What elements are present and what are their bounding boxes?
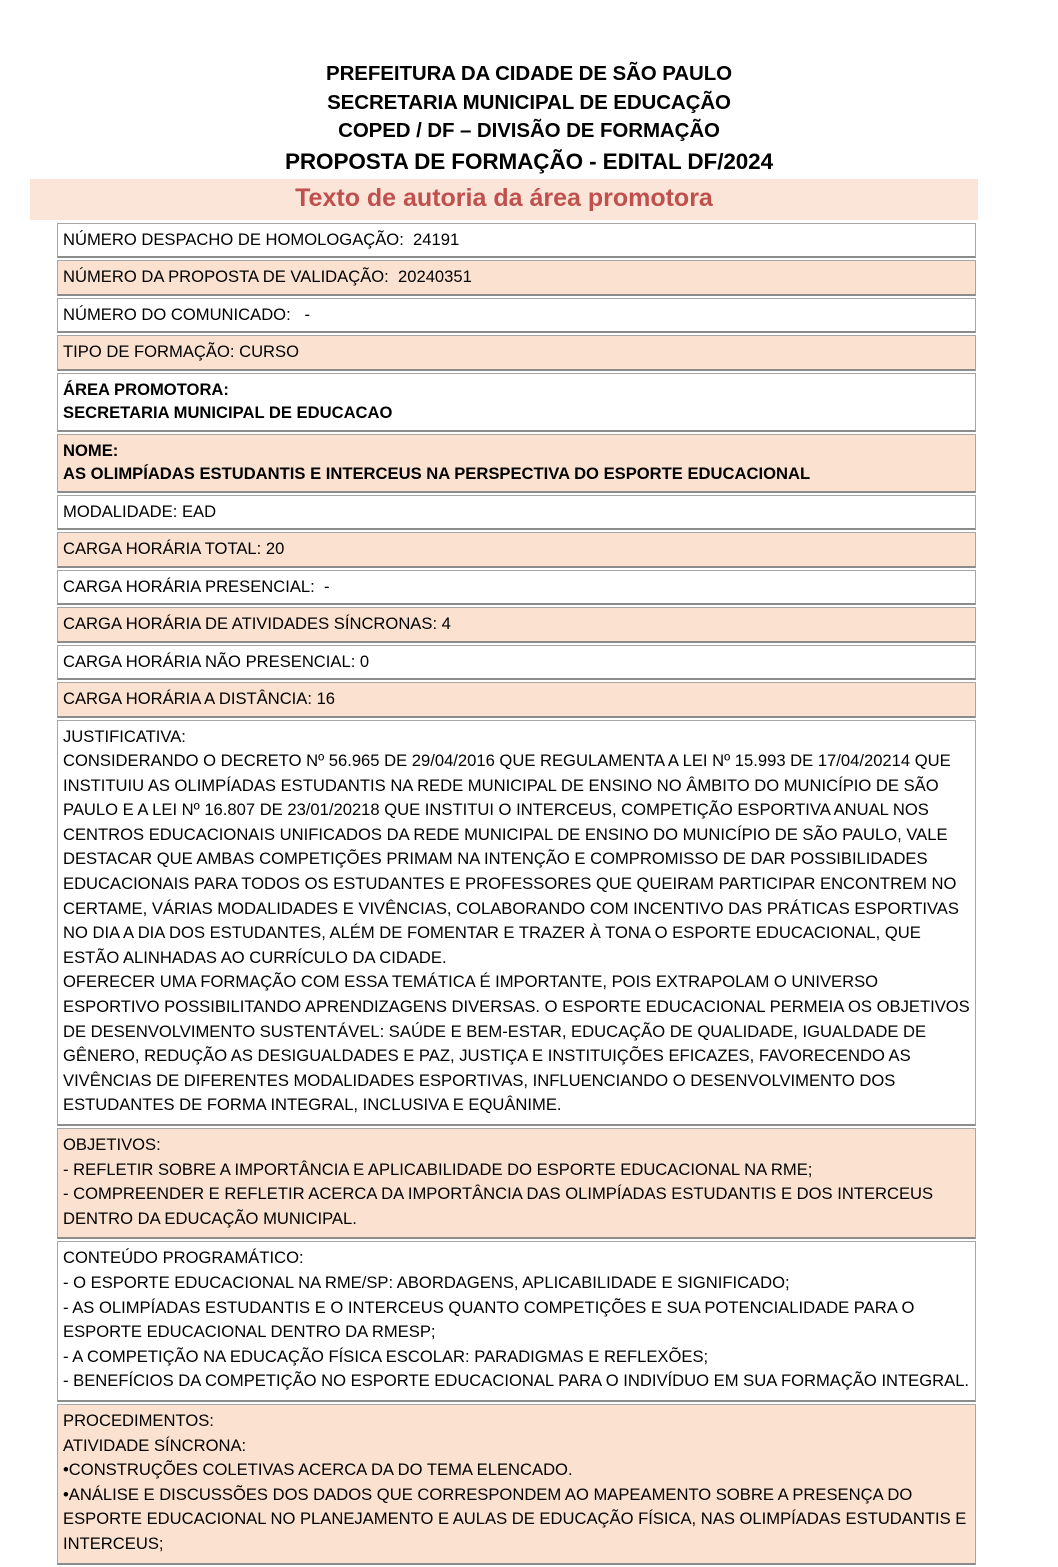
form-row-carga-horaria-nao-presencial	[57, 645, 976, 681]
form-row-justificativa-line: CONSIDERANDO O DECRETO Nº 56.965 DE 29/04/2016 QUE REGULAMENTA A LEI Nº 15.993 DE 17/04/20214 QUE INSTITUIU AS OLIMPÍADAS ESTUDANTIS NA REDE MUNICIPAL DE ENSINO NO ÂMBITO DO MUNICÍPIO DE SÃO PAULO E A LEI Nº 16.807 DE 23/01/20218 QUE INSTITUI O INTERCEUS, COMPETIÇÃO ESPORTIVA ANUAL NOS CENTROS EDUCACIONAIS UNIFICADOS DA REDE MUNICIPAL DE ENSINO DO MUNICÍPIO DE SÃO PAULO, VALE DESTACAR QUE AMBAS COMPETIÇÕES PRIMAM NA INTENÇÃO E COMPROMISSO DE DAR POSSIBILIDADES EDUCACIONAIS PARA TODOS OS ESTUDANTES E PROFESSORES QUE QUEIRAM PARTICIPAR ENCONTREM NO CERTAME, VÁRIAS MODALIDADES E VIVÊNCIAS, COLABORANDO COM INCENTIVO DAS PRÁTICAS ESPORTIVAS NO DIA A DIA DOS ESTUDANTES, ALÉM DE FOMENTAR E TRAZER À TONA O ESPORTE EDUCACIONAL, QUE ESTÃO ALINHADAS AO CURRÍCULO DA CIDADE.	[63, 751, 959, 967]
form-row-justificativa-line: OFERECER UMA FORMAÇÃO COM ESSA TEMÁTICA É IMPORTANTE, POIS EXTRAPOLAM O UNIVERSO ESPORTIVO POSSIBILITANDO APRENDIZAGENS DIVERSAS. O ESPORTE EDUCACIONAL PERMEIA OS OBJETIVOS DE DESENVOLVIMENTO SUSTENTÁVEL: SAÚDE E BEM-ESTAR, EDUCAÇÃO DE QUALIDADE, IGUALDADE DE GÊNERO, REDUÇÃO AS DESIGUALDADES E PAZ, JUSTIÇA E INSTITUIÇÕES EFICAZES, FAVORECENDO AS VIVÊNCIAS DE DIFERENTES MODALIDADES ESPORTIVAS, INFLUENCIANDO O DESENVOLVIMENTO DOS ESTUDANTES DE FORMA INTEGRAL, INCLUSIVA E EQUÂNIME.	[63, 972, 970, 1115]
header-line-coped: COPED / DF – DIVISÃO DE FORMAÇÃO	[338, 119, 720, 142]
form-row-conteudo-programatico-line: - BENEFÍCIOS DA COMPETIÇÃO NO ESPORTE EDUCACIONAL PARA O INDIVÍDUO EM SUA FORMAÇÃO INTEGRAL.	[63, 1371, 970, 1391]
form-row-conteudo-programatico-line: - A COMPETIÇÃO NA EDUCAÇÃO FÍSICA ESCOLAR: PARADIGMAS E REFLEXÕES;	[63, 1346, 709, 1366]
form-row-conteudo-programatico	[57, 1241, 976, 1402]
form-row-conteudo-programatico-line: CONTEÚDO PROGRAMÁTICO:	[63, 1248, 304, 1268]
form-row-conteudo-programatico-line: - AS OLIMPÍADAS ESTUDANTIS E O INTERCEUS QUANTO COMPETIÇÕES E SUA POTENCIALIDADE PARA O ESPORTE EDUCACIONAL DENTRO DA RMESP;	[63, 1297, 915, 1342]
header-line-secretaria: SECRETARIA MUNICIPAL DE EDUCAÇÃO	[327, 90, 731, 114]
form-row-carga-horaria-atividades-sincronas-line: CARGA HORÁRIA DE ATIVIDADES SÍNCRONAS: 4	[63, 614, 451, 633]
form-row-procedimentos-line: •CONSTRUÇÕES COLETIVAS ACERCA DA DO TEMA ELENCADO.	[63, 1460, 573, 1480]
form-row-carga-horaria-a-distancia	[57, 682, 976, 718]
form-row-carga-horaria-presencial-line: CARGA HORÁRIA PRESENCIAL: -	[63, 576, 330, 596]
form-row-nome-da-formacao-line: AS OLIMPÍADAS ESTUDANTIS E INTERCEUS NA PERSPECTIVA DO ESPORTE EDUCACIONAL	[63, 464, 811, 483]
form-row-justificativa	[57, 720, 976, 1127]
form-row-conteudo-programatico-line: - O ESPORTE EDUCACIONAL NA RME/SP: ABORDAGENS, APLICABILIDADE E SIGNIFICADO;	[63, 1272, 790, 1292]
form-row-area-promotora-line: SECRETARIA MUNICIPAL DE EDUCACAO	[63, 403, 393, 422]
form-row-carga-horaria-atividades-sincronas	[57, 607, 976, 643]
form-row-modalidade-line: MODALIDADE: EAD	[63, 501, 217, 521]
form-row-procedimentos-line: •ANÁLISE E DISCUSSÕES DOS DADOS QUE CORRESPONDEM AO MAPEAMENTO SOBRE A PRESENÇA DO ESPORTE EDUCACIONAL NO PLANEJAMENTO E AULAS DE EDUCAÇÃO FÍSICA, NAS OLIMPÍADAS ESTUDANTIS E INTERCEUS;	[63, 1484, 967, 1553]
header-line-proposta: PROPOSTA DE FORMAÇÃO - EDITAL DF/2024	[284, 148, 773, 174]
form-row-area-promotora-line: ÁREA PROMOTORA:	[63, 379, 229, 399]
document-header	[0, 0, 1058, 177]
form-row-objetivos-line: - COMPREENDER E REFLETIR ACERCA DA IMPORTÂNCIA DAS OLIMPÍADAS ESTUDANTIS E DOS INTERCEUS DENTRO DA EDUCAÇÃO MUNICIPAL.	[63, 1184, 934, 1228]
form-row-area-promotora	[57, 373, 976, 432]
authorship-band	[30, 179, 978, 220]
form-row-carga-horaria-a-distancia-line: CARGA HORÁRIA A DISTÂNCIA: 16	[63, 689, 336, 708]
form-row-modalidade	[57, 495, 976, 531]
form-row-numero-proposta-validacao	[57, 260, 976, 296]
form-row-carga-horaria-presencial	[57, 570, 976, 606]
form-row-numero-despacho-homologacao-line: NÚMERO DESPACHO DE HOMOLOGAÇÃO: 24191	[63, 229, 460, 249]
header-line-prefeitura: PREFEITURA DA CIDADE DE SÃO PAULO	[326, 62, 732, 85]
form-row-procedimentos-line: ATIVIDADE SÍNCRONA:	[63, 1435, 247, 1455]
form-row-carga-horaria-total	[57, 532, 976, 568]
authorship-band-text: Texto de autoria da área promotora	[295, 183, 713, 212]
proposta-form-table	[57, 223, 976, 1565]
form-row-numero-comunicado-line: NÚMERO DO COMUNICADO: -	[63, 304, 311, 324]
form-row-carga-horaria-nao-presencial-line: CARGA HORÁRIA NÃO PRESENCIAL: 0	[63, 651, 370, 671]
form-row-objetivos	[57, 1128, 976, 1239]
form-row-procedimentos	[57, 1404, 976, 1565]
form-row-tipo-de-formacao-line: TIPO DE FORMAÇÃO: CURSO	[63, 342, 300, 361]
form-row-justificativa-line: JUSTIFICATIVA:	[63, 726, 186, 746]
form-row-tipo-de-formacao	[57, 335, 976, 371]
form-row-numero-comunicado	[57, 298, 976, 334]
form-row-objetivos-line: - REFLETIR SOBRE A IMPORTÂNCIA E APLICABILIDADE DO ESPORTE EDUCACIONAL NA RME;	[63, 1159, 813, 1179]
form-row-carga-horaria-total-line: CARGA HORÁRIA TOTAL: 20	[63, 539, 285, 558]
form-row-nome-da-formacao-line: NOME:	[63, 440, 119, 460]
form-row-objetivos-line: OBJETIVOS:	[63, 1135, 161, 1154]
form-row-nome-da-formacao	[57, 434, 976, 493]
form-row-numero-despacho-homologacao	[57, 223, 976, 259]
form-row-procedimentos-line: PROCEDIMENTOS:	[63, 1410, 214, 1430]
form-row-numero-proposta-validacao-line: NÚMERO DA PROPOSTA DE VALIDAÇÃO: 20240351	[63, 267, 472, 286]
